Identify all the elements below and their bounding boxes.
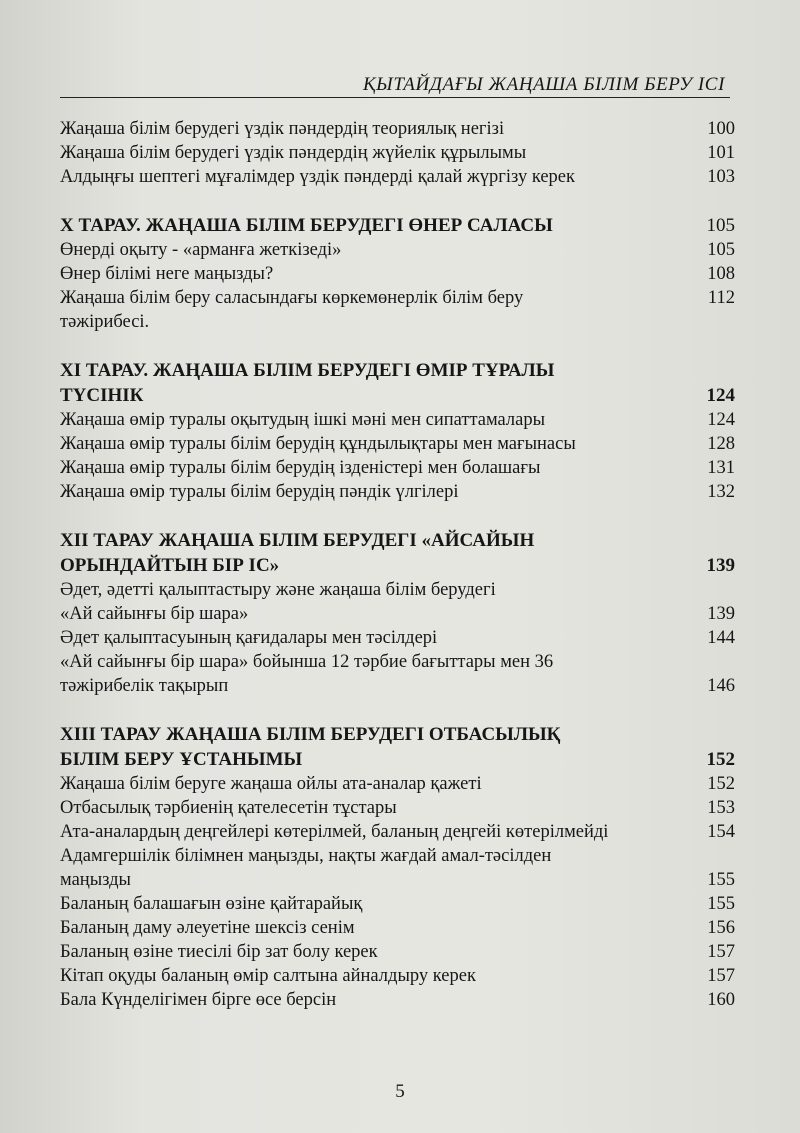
toc-entry-page: 112: [707, 288, 735, 308]
toc-entry-page: 152: [706, 749, 735, 770]
toc-entry-row[interactable]: [60, 141, 735, 165]
toc-entry-row[interactable]: [60, 286, 735, 310]
page-number: 5: [395, 1081, 405, 1102]
toc-gap: [60, 334, 735, 358]
toc-gap: [60, 698, 735, 722]
toc-entry-title: Жаңаша білім берудегі үздік пәндердің жүйелік құрылымы: [60, 143, 527, 163]
toc-entry-page: 160: [707, 990, 735, 1010]
toc-entry-page: 144: [707, 628, 735, 648]
toc-entry-title: ОРЫНДАЙТЫН БІР ІС»: [60, 555, 280, 576]
toc-entry-page: 103: [707, 167, 735, 187]
toc-entry-page: 128: [707, 434, 735, 454]
toc-chapter-row[interactable]: [60, 528, 735, 553]
toc-entry-row[interactable]: [60, 844, 735, 868]
toc-entry-page: 156: [707, 918, 735, 938]
toc-entry-title: Әдет, әдетті қалыптастыру және жаңаша білім берудегі: [60, 580, 496, 600]
toc-entry-page: 105: [707, 240, 735, 260]
toc-gap: [60, 504, 735, 528]
toc-entry-row[interactable]: [60, 772, 735, 796]
toc-chapter-row[interactable]: [60, 553, 735, 578]
toc-chapter-row[interactable]: [60, 358, 735, 383]
toc-chapter-row[interactable]: [60, 383, 735, 408]
toc-entry-row[interactable]: [60, 117, 735, 141]
toc-entry-row[interactable]: [60, 310, 735, 334]
toc-entry-title: Жаңаша білім беру саласындағы көркемөнерлік білім беру: [60, 288, 524, 308]
toc-entry-title: Отбасылық тәрбиенің қателесетін тұстары: [60, 798, 397, 818]
toc-entry-title: «Ай сайынғы бір шара»: [60, 604, 249, 624]
toc-entry-row[interactable]: [60, 238, 735, 262]
toc-entry-title: X ТАРАУ. ЖАҢАША БІЛІМ БЕРУДЕГІ ӨНЕР САЛАСЫ: [60, 215, 553, 236]
toc-entry-page: 124: [707, 410, 735, 430]
toc-entry-title: Жаңаша өмір туралы білім берудің пәндік үлгілері: [60, 482, 459, 502]
toc-entry-title: Жаңаша өмір туралы оқытудың ішкі мәні мен сипаттамалары: [60, 410, 546, 430]
toc-entry-page: 124: [706, 385, 735, 406]
toc-entry-row[interactable]: [60, 408, 735, 432]
toc-entry-row[interactable]: [60, 432, 735, 456]
toc-entry-row[interactable]: [60, 674, 735, 698]
toc-entry-title: «Ай сайынғы бір шара» бойынша 12 тәрбие бағыттары мен 36: [60, 652, 554, 672]
toc-entry-title: ТҮСІНІК: [60, 385, 144, 406]
toc-entry-page: 139: [706, 555, 735, 576]
toc-chapter-row[interactable]: [60, 213, 735, 238]
toc-entry-row[interactable]: [60, 892, 735, 916]
toc-entry-row[interactable]: [60, 602, 735, 626]
toc-entry-row[interactable]: [60, 480, 735, 504]
toc-entry-title: Өнерді оқыту - «арманға жеткізеді»: [60, 240, 342, 260]
toc-entry-title: Жаңаша білім берудегі үздік пәндердің теориялық негізі: [60, 119, 505, 139]
toc-entry-row[interactable]: [60, 456, 735, 480]
toc-entry-title: XIII ТАРАУ ЖАҢАША БІЛІМ БЕРУДЕГІ ОТБАСЫЛЫҚ: [60, 724, 561, 745]
toc-entry-title: Баланың балашағын өзіне қайтарайық: [60, 894, 363, 914]
toc-entry-title: XI ТАРАУ. ЖАҢАША БІЛІМ БЕРУДЕГІ ӨМІР ТҰРАЛЫ: [60, 360, 555, 381]
toc-entry-row[interactable]: [60, 262, 735, 286]
toc-gap: [60, 189, 735, 213]
toc-entry-page: 105: [706, 215, 735, 236]
toc-entry-title: Ата-аналардың деңгейлері көтерілмей, баланың деңгейі көтерілмейді: [60, 822, 609, 842]
toc-entry-title: XII ТАРАУ ЖАҢАША БІЛІМ БЕРУДЕГІ «АЙСАЙЫН: [60, 530, 535, 551]
toc-entry-title: Кітап оқуды баланың өмір салтына айналдыру керек: [60, 966, 476, 986]
toc-chapter-row[interactable]: [60, 747, 735, 772]
toc-entry-page: 157: [707, 966, 735, 986]
toc-entry-page: 131: [707, 458, 735, 478]
toc-entry-title: Бала Күнделігімен бірге өсе берсін: [60, 990, 337, 1010]
toc-entry-row[interactable]: [60, 820, 735, 844]
toc-entry-row[interactable]: [60, 964, 735, 988]
toc-entry-row[interactable]: [60, 578, 735, 602]
toc-entry-title: Адамгершілік білімнен маңызды, нақты жағдай амал-тәсілден: [60, 846, 552, 866]
toc-entry-page: 155: [707, 870, 735, 890]
toc-entry-title: Баланың өзіне тиесілі бір зат болу керек: [60, 942, 378, 962]
toc-entry-title: Жаңаша өмір туралы білім берудің ізденістері мен болашағы: [60, 458, 541, 478]
toc-entry-title: маңызды: [60, 870, 131, 890]
toc-entry-title: Жаңаша білім беруге жаңаша ойлы ата-аналар қажеті: [60, 774, 482, 794]
toc-entry-title: БІЛІМ БЕРУ ҰСТАНЫМЫ: [60, 749, 303, 770]
toc-entry-row[interactable]: [60, 796, 735, 820]
toc-entry-page: 132: [707, 482, 735, 502]
toc-entry-title: Өнер білімі неге маңызды?: [60, 264, 274, 284]
toc-entry-row[interactable]: [60, 650, 735, 674]
toc-entry-title: Алдыңғы шептегі мұғалімдер үздік пәндерді қалай жүргізу керек: [60, 167, 576, 187]
toc-entry-page: 155: [707, 894, 735, 914]
toc-entry-page: 139: [707, 604, 735, 624]
toc-entry-row[interactable]: [60, 868, 735, 892]
toc-entry-page: 146: [707, 676, 735, 696]
toc-chapter-row[interactable]: [60, 722, 735, 747]
running-head: ҚЫТАЙДАҒЫ ЖАҢАША БІЛІМ БЕРУ ІСІ: [362, 74, 725, 95]
toc-entry-row[interactable]: [60, 626, 735, 650]
toc-entry-row[interactable]: [60, 988, 735, 1012]
toc-entry-page: 152: [707, 774, 735, 794]
toc-entry-page: 154: [707, 822, 735, 842]
toc-entry-title: тәжірибесі.: [60, 312, 150, 332]
table-of-contents: [60, 117, 735, 1012]
toc-entry-title: тәжірибелік тақырып: [60, 676, 229, 696]
toc-entry-title: Баланың даму әлеуетіне шексіз сенім: [60, 918, 355, 938]
toc-entry-title: Жаңаша өмір туралы білім берудің құндылықтары мен мағынасы: [60, 434, 576, 454]
toc-entry-row[interactable]: [60, 165, 735, 189]
header-rule: [60, 97, 730, 98]
toc-entry-page: 157: [707, 942, 735, 962]
toc-entry-title: Әдет қалыптасуының қағидалары мен тәсілдері: [60, 628, 438, 648]
toc-entry-row[interactable]: [60, 916, 735, 940]
toc-entry-page: 101: [707, 143, 735, 163]
toc-entry-page: 100: [707, 119, 735, 139]
toc-entry-page: 153: [707, 798, 735, 818]
toc-entry-page: 108: [707, 264, 735, 284]
toc-entry-row[interactable]: [60, 940, 735, 964]
